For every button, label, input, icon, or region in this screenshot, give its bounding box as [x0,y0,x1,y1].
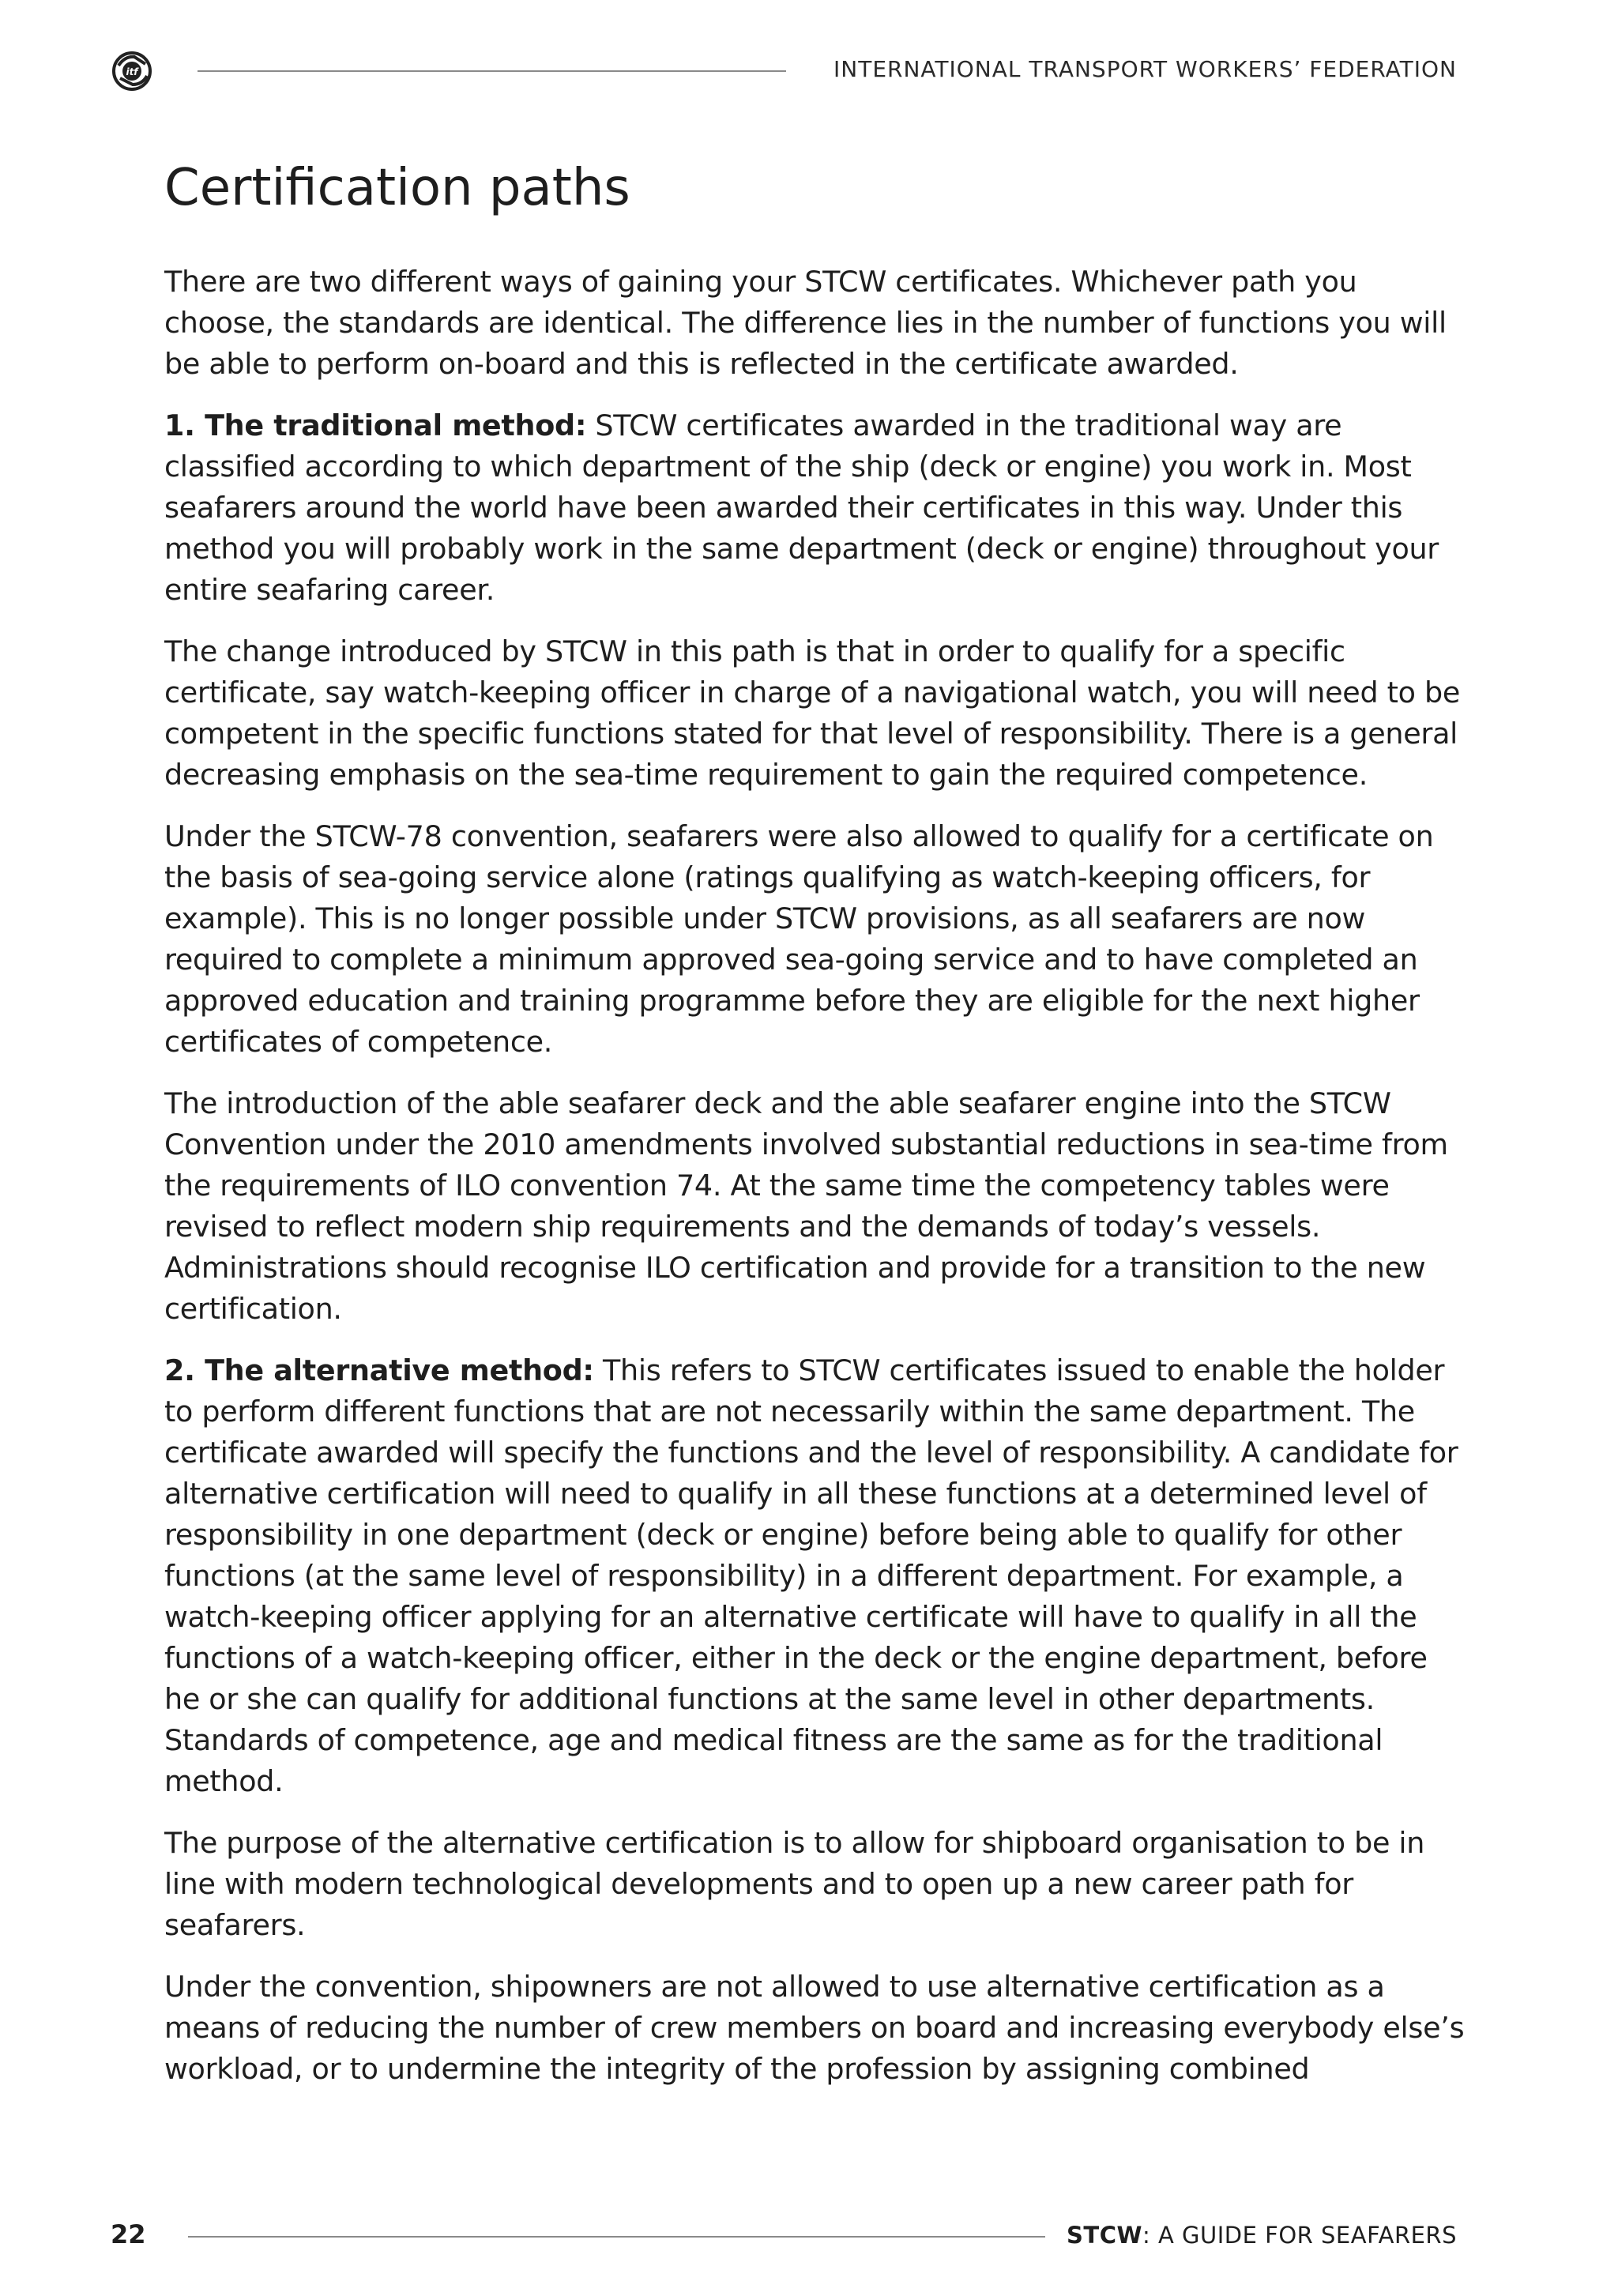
organization-name: INTERNATIONAL TRANSPORT WORKERS’ FEDERATION [833,56,1457,82]
paragraph-able-seafarer: The introduction of the able seafarer deck and the able seafarer engine into the STCW Convention under the 2010 amendments involved substantial reductions in sea-time from the requirements of ILO convention 74. At the same time the competency tables were revised to reflect modern ship requirements and the demands of today’s vessels. Administrations should recognise ILO certification and provide for a transition to the new certification. [164,1086,1448,1326]
page-number: 22 [111,2219,146,2249]
header-rule [198,70,786,72]
paragraph-lead: 1. The traditional method: [164,408,587,442]
paragraph-alternative-method: 2. The alternative method: This refers to STCW certificates issued to enable the holder to perform different functions that are not necessarily within the same department. The certificate awarded will specify the functions and the level of responsibility. A candidate for alternative certification will need to qualify in all these functions at a determined level of responsibility in one department (deck or engine) before being able to qualify for other functions (at the same level of responsibility) in a different department. For example, a watch-keeping officer applying for an alternative certificate will have to qualify in all the functions of a watch-keeping officer, either in the deck or the engine department, before he or she can qualify for additional functions at the same level in other departments. Standards of competence, age and medical fitness are the same as for the traditional method. [164,1353,1458,1798]
paragraph-stcw-change: The change introduced by STCW in this path is that in order to qualify for a specific certificate, say watch-keeping officer in charge of a navigational watch, you will need to be competent in the specific functions stated for that level of responsibility. There is a general decreasing emphasis on the sea-time requirement to gain the required competence. [164,634,1460,792]
paragraph-lead: 2. The alternative method: [164,1353,594,1387]
itf-logo-icon [111,50,153,92]
paragraph-intro: There are two different ways of gaining your STCW certificates. Whichever path you choose, the standards are identical. The difference lies in the number of functions you will be able to perform on-board and this is reflected in the certificate awarded. [164,265,1447,381]
page-title: Certification paths [164,159,630,217]
paragraph-purpose: The purpose of the alternative certification is to allow for shipboard organisation to be in line with modern technological developments and to open up a new career path for seafarers. [164,1826,1425,1942]
paragraph-traditional-method: 1. The traditional method: STCW certificates awarded in the traditional way are classified according to which department of the ship (deck or engine) you work in. Most seafarers around the world have been awarded their certificates in this way. Under this method you will probably work in the same department (deck or engine) throughout your entire seafaring career. [164,408,1439,607]
body-text [164,262,1465,2110]
footer-rule [188,2236,1045,2238]
paragraph-stcw-78: Under the STCW-78 convention, seafarers were also allowed to qualify for a certificate on the basis of sea-going service alone (ratings qualifying as watch-keeping officers, for example). This is no longer possible under STCW provisions, as all seafarers are now required to complete a minimum approved sea-going service and to have completed an approved education and training programme before they are eligible for the next higher certificates of competence. [164,819,1434,1059]
publication-title: STCW: A GUIDE FOR SEAFARERS [1067,2222,1457,2249]
svg-text:itf: itf [126,66,138,77]
paragraph-convention: Under the convention, shipowners are not allowed to use alternative certification as a means of reducing the number of crew members on board and increasing everybody else’s workload, or to undermine the integrity of the profession by assigning combined [164,1970,1465,2086]
